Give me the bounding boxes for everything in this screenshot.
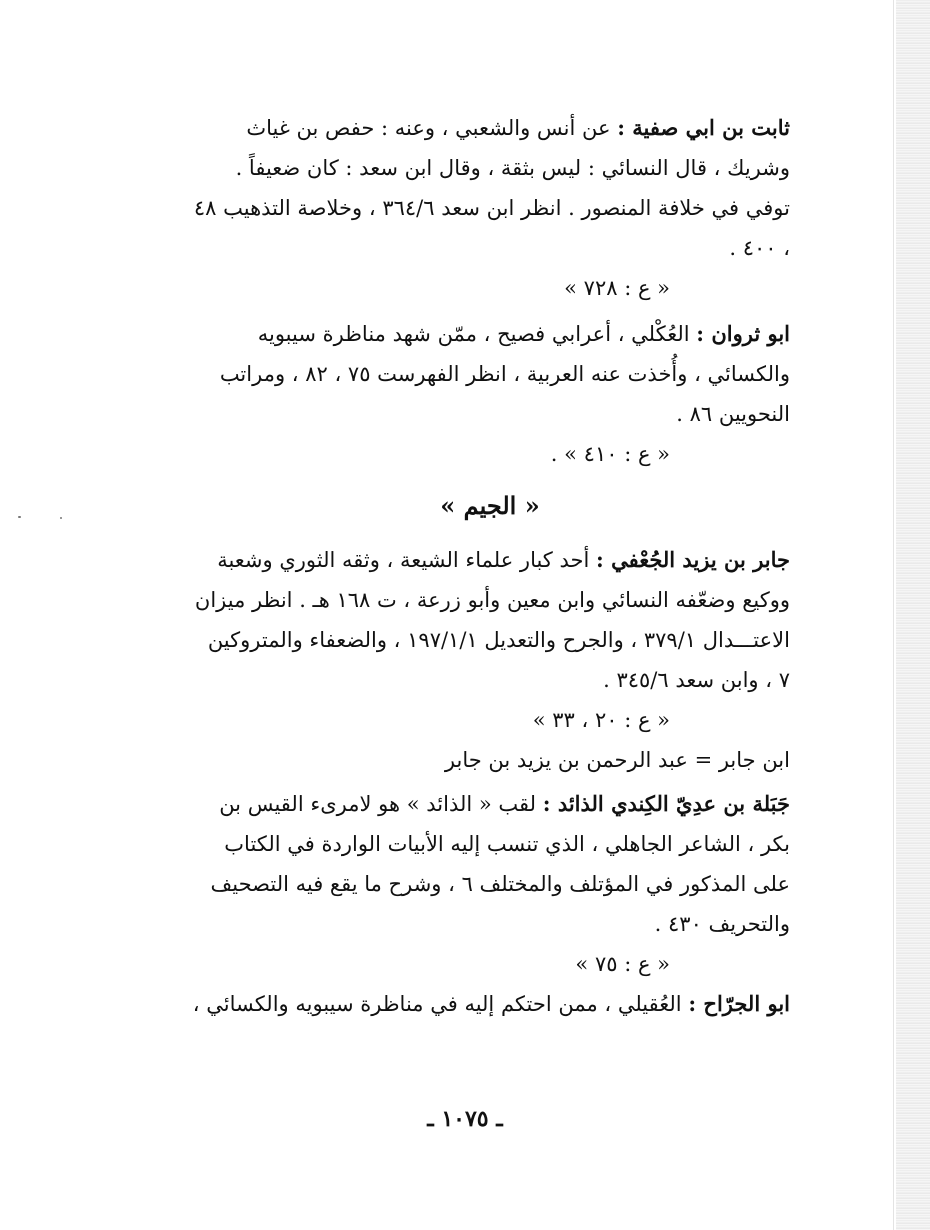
entry-body: العُقيلي ، ممن احتكم إليه في مناظرة سيبويه والكسائي ، <box>192 992 682 1016</box>
section-title: « الجيم » <box>440 491 540 520</box>
entry-headword: جابر بن يزيد الجُعْفي : <box>596 547 790 572</box>
scan-speck <box>60 517 62 519</box>
entry-body: لقب « الذائد » هو لامرىء القيس بن بكر ، الشاعر الجاهلي ، الذي تنسب إليه الأبيات الواردة في الكتاب على المذكور في المؤتلف والمختلف ٦ ، وشرح ما يقع فيه التصحيف والتحريف ٤٣٠ . <box>210 792 790 936</box>
entry-jabala <box>190 784 790 944</box>
entries-top <box>190 108 790 1024</box>
entry-thabit <box>190 108 790 268</box>
entry-headword: ابو ثروان : <box>696 321 790 346</box>
entry-ibn-jabir: ابن جابر = عبد الرحمن بن يزيد بن جابر <box>444 748 790 772</box>
entry-reference: « ع : ٧٢٨ » <box>564 276 670 300</box>
entry-headword: جَبَلة بن عدِيّ الكِندي الذائد : <box>542 791 790 816</box>
entry-reference: « ع : ٢٠ ، ٣٣ » <box>532 708 670 732</box>
entry-headword: ابو الجرّاح : <box>688 991 790 1016</box>
scan-speck <box>18 516 21 518</box>
entry-reference: « ع : ٤١٠ » . <box>550 442 670 466</box>
entry-abu-tharwan <box>190 314 790 434</box>
entry-abu-jarrah <box>190 984 790 1024</box>
entry-body: أحد كبار علماء الشيعة ، وثقه الثوري وشعبة ووكيع وضعّفه النسائي وابن معين وأبو زرعة ، ت ١٦٨ هـ . انظر ميزان الاعتـــدال ٣٧٩/١ ، والجرح والتعديل ١٩٧/١/١ ، والضعفاء والمتروكين ٧ ، وابن سعد ٣٤٥/٦ . <box>194 548 790 692</box>
entry-body: عن أنس والشعبي ، وعنه : حفص بن غياث وشريك ، قال النسائي : ليس بثقة ، وقال ابن سعد : كان ضعيفاً . توفي في خلافة المنصور . انظر ابن سعد ٣٦٤/٦ ، وخلاصة التذهيب ٤٨ ، ٤٠٠ . <box>193 116 790 260</box>
scan-edge-texture <box>896 0 930 1230</box>
page-number: ـ ١٠٧٥ ـ <box>427 1106 503 1132</box>
entry-reference: « ع : ٧٥ » <box>575 952 670 976</box>
scan-edge-line <box>893 0 894 1230</box>
entry-headword: ثابت بن ابي صفية : <box>617 115 790 140</box>
entry-jabir-juafi <box>190 540 790 700</box>
entry-body: العُكْلي ، أعرابي فصيح ، ممّن شهد مناظرة سيبويه والكسائي ، وأُخذت عنه العربية ، انظر الفهرست ٧٥ ، ٨٢ ، ومراتب النحويين ٨٦ . <box>219 322 790 426</box>
